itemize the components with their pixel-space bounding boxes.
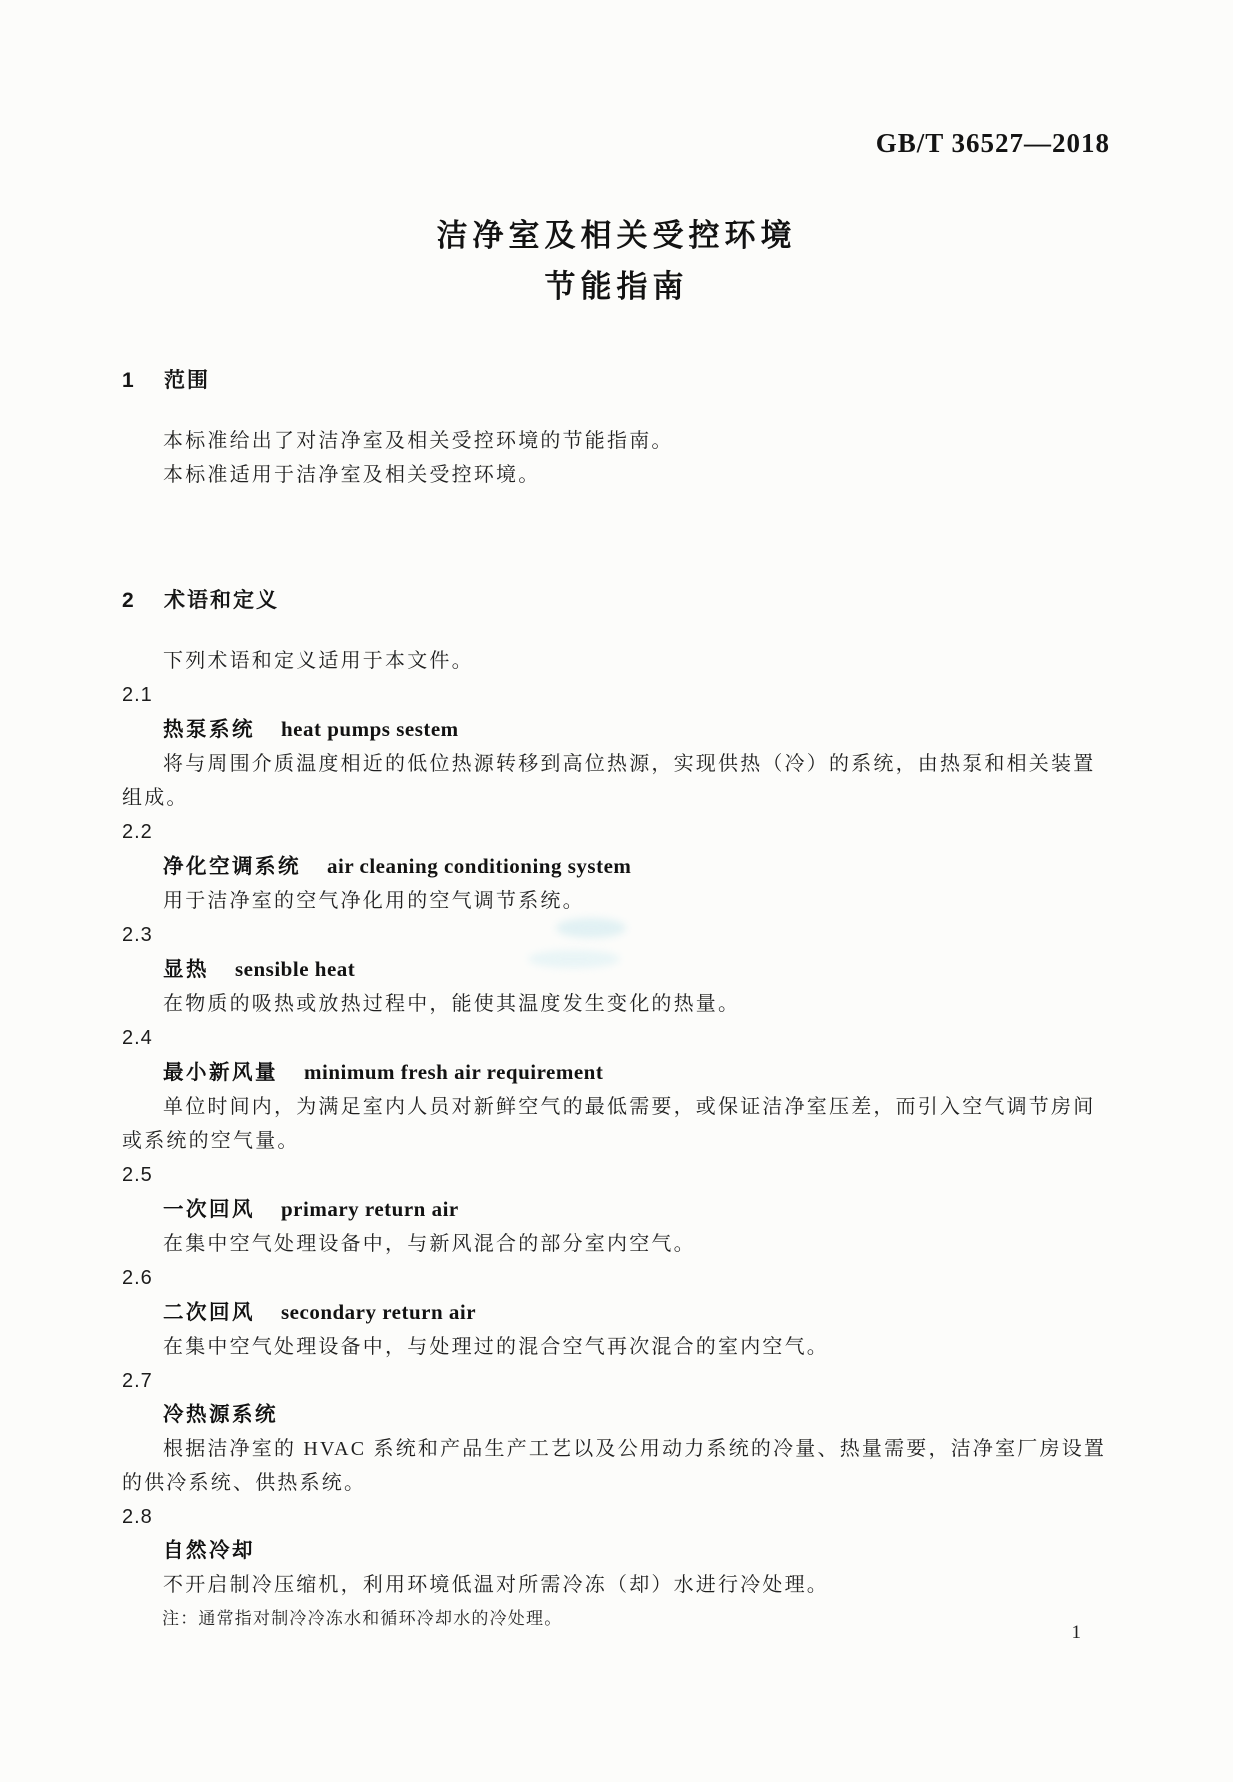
term-2-3 <box>122 918 1113 1021</box>
term-zh-label: 自然冷却 <box>163 1539 255 1562</box>
term-zh-label: 最小新风量 <box>163 1061 278 1084</box>
scope-paragraph-1: 本标准给出了对洁净室及相关受控环境的节能指南。 <box>163 430 674 452</box>
document-title <box>0 210 1233 312</box>
term-number: 2.6 <box>122 1267 153 1289</box>
term-definition: 将与周围介质温度相近的低位热源转移到高位热源，实现供热（冷）的系统，由热泵和相关装置组成。 <box>122 753 1096 809</box>
term-title <box>122 1398 1113 1432</box>
term-title <box>122 1534 1113 1568</box>
term-zh-label: 一次回风 <box>163 1198 255 1221</box>
term-2-7 <box>122 1364 1113 1500</box>
term-definition: 根据洁净室的 HVAC 系统和产品生产工艺以及公用动力系统的冷量、热量需要，洁净室厂房设置的供冷系统、供热系统。 <box>122 1438 1107 1494</box>
term-en-label: minimum fresh air requirement <box>304 1060 604 1084</box>
term-title <box>122 1295 1113 1330</box>
standard-number: GB/T 36527—2018 <box>875 128 1110 158</box>
term-title <box>122 1055 1113 1090</box>
section-2-title: 术语和定义 <box>164 589 279 612</box>
term-definition: 在物质的吸热或放热过程中，能使其温度发生变化的热量。 <box>163 993 741 1015</box>
term-zh-label: 显热 <box>163 958 209 981</box>
term-number: 2.3 <box>122 924 153 946</box>
term-2-6 <box>122 1261 1113 1364</box>
section-2-number: 2 <box>122 589 136 612</box>
scope-paragraph-2: 本标准适用于洁净室及相关受控环境。 <box>163 464 541 486</box>
term-2-1 <box>122 678 1113 815</box>
page-number: 1 <box>1071 1622 1081 1643</box>
term-2-2 <box>122 815 1113 918</box>
term-definition: 用于洁净室的空气净化用的空气调节系统。 <box>163 890 585 912</box>
title-line-1: 洁净室及相关受控环境 <box>436 218 797 253</box>
section-1-heading <box>122 364 1113 398</box>
term-en-label: air cleaning conditioning system <box>327 854 632 878</box>
term-definition: 在集中空气处理设备中，与新风混合的部分室内空气。 <box>163 1233 696 1255</box>
term-title <box>122 712 1113 747</box>
term-number: 2.4 <box>122 1027 153 1049</box>
term-title <box>122 1192 1113 1227</box>
term-number: 2.7 <box>122 1370 153 1392</box>
term-en-label: secondary return air <box>281 1300 477 1324</box>
term-number: 2.1 <box>122 684 153 706</box>
term-number: 2.2 <box>122 821 153 843</box>
term-definition: 单位时间内，为满足室内人员对新鲜空气的最低需要，或保证洁净室压差，而引入空气调节房间或系统的空气量。 <box>122 1096 1096 1152</box>
term-title <box>122 849 1113 884</box>
term-en-label: heat pumps sestem <box>281 717 459 741</box>
term-definition: 不开启制冷压缩机，利用环境低温对所需冷冻（却）水进行冷处理。 <box>163 1574 829 1596</box>
term-zh-label: 冷热源系统 <box>163 1403 278 1426</box>
term-number: 2.8 <box>122 1506 153 1528</box>
term-number: 2.5 <box>122 1164 153 1186</box>
section-2-heading <box>122 584 1113 618</box>
term-title <box>122 952 1113 987</box>
term-en-label: primary return air <box>281 1197 459 1221</box>
term-note: 注：通常指对制冷冷冻水和循环冷却水的冷处理。 <box>162 1609 563 1628</box>
term-zh-label: 净化空调系统 <box>163 855 301 878</box>
term-zh-label: 二次回风 <box>163 1301 255 1324</box>
term-zh-label: 热泵系统 <box>163 718 255 741</box>
document-body <box>0 364 1233 1636</box>
term-2-8 <box>122 1500 1113 1636</box>
term-2-5 <box>122 1158 1113 1261</box>
term-en-label: sensible heat <box>235 957 356 981</box>
term-definition: 在集中空气处理设备中，与处理过的混合空气再次混合的室内空气。 <box>163 1336 829 1358</box>
title-line-2: 节能指南 <box>544 269 689 304</box>
section-1-title: 范围 <box>164 369 210 392</box>
section-1-number: 1 <box>122 369 136 392</box>
terms-intro: 下列术语和定义适用于本文件。 <box>163 650 474 672</box>
term-2-4 <box>122 1021 1113 1158</box>
document-header <box>0 0 1233 164</box>
